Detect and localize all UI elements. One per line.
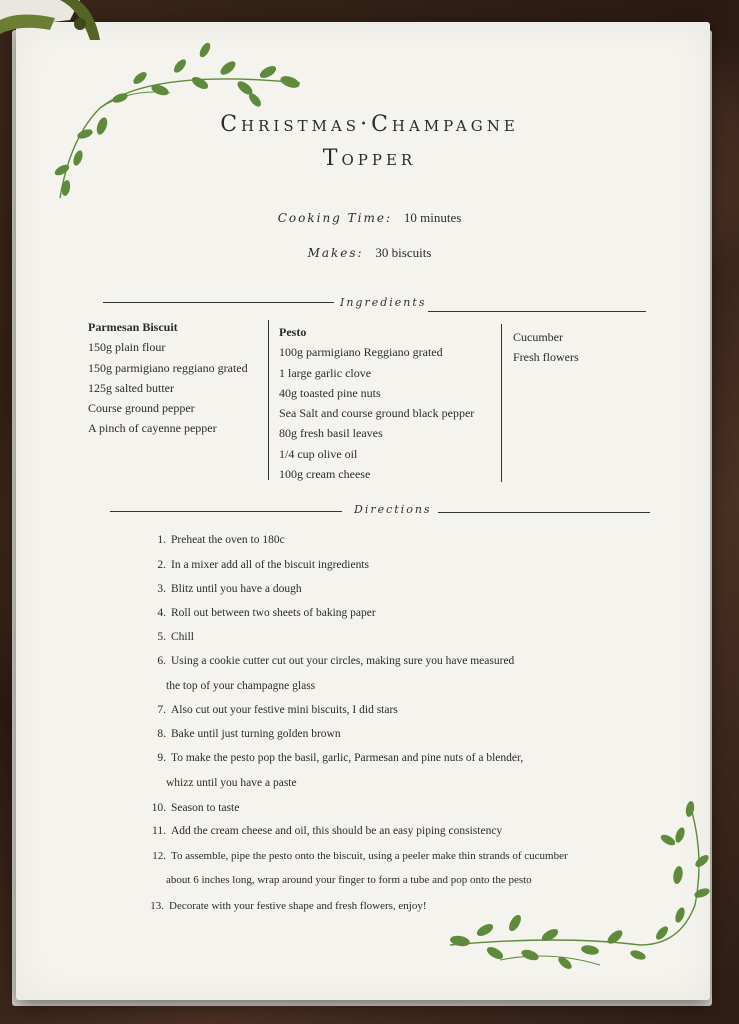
cooking-time — [0, 210, 739, 226]
list-item: 8. Bake until just turning golden brown — [157, 728, 341, 740]
list-item: 7. Also cut out your festive mini biscuits, I did stars — [157, 704, 398, 716]
ingredients-heading: Ingredients — [334, 296, 432, 309]
list-item: 10. Season to taste — [151, 802, 240, 814]
list-item: 4. Roll out between two sheets of baking paper — [157, 607, 376, 619]
cooking-time-label: Cooking Time: — [277, 211, 393, 225]
biscuit-ingredients — [88, 317, 248, 439]
list-item: 9. To make the pesto pop the basil, garlic, Parmesan and pine nuts of a blender, — [157, 752, 524, 764]
pesto-ingredients — [279, 322, 474, 484]
ribbon-icon — [0, 0, 160, 40]
list-item: 1/4 cup olive oil — [279, 446, 358, 461]
directions-heading: Directions — [348, 503, 438, 516]
list-item: Cucumber — [513, 330, 563, 344]
list-item: Course ground pepper — [88, 401, 195, 416]
list-item: 12. To assemble, pipe the pesto onto the biscuit, using a peeler make thin strands of cucumber — [152, 850, 568, 862]
list-item: 11. Add the cream cheese and oil, this should be an easy piping consistency — [152, 825, 503, 837]
list-item: 150g plain flour — [88, 340, 166, 355]
list-item: 100g parmigiano Reggiano grated — [279, 345, 443, 360]
recipe-title: Christmas·Champagne — [220, 112, 519, 137]
biscuit-heading: Parmesan Biscuit — [88, 320, 178, 334]
list-item: 125g salted butter — [88, 380, 174, 395]
makes-label: Makes: — [307, 246, 364, 260]
list-item: 13. Decorate with your festive shape and fresh flowers, enjoy! — [150, 900, 427, 912]
list-item-continuation: about 6 inches long, wrap around your finger to form a tube and pop onto the pesto — [166, 874, 532, 886]
divider — [110, 511, 342, 512]
makes-value: 30 biscuits — [375, 245, 432, 260]
list-item: Sea Salt and course ground black pepper — [279, 406, 475, 421]
list-item: 1 large garlic clove — [279, 365, 372, 380]
makes — [0, 245, 739, 261]
list-item-continuation: the top of your champagne glass — [166, 680, 316, 692]
list-item: A pinch of cayenne pepper — [88, 421, 217, 436]
list-item: 6. Using a cookie cutter cut out your circles, making sure you have measured — [157, 655, 515, 667]
column-divider — [268, 320, 269, 480]
list-item: 150g parmigiano reggiano grated — [88, 360, 248, 375]
list-item-continuation: whizz until you have a paste — [166, 777, 297, 789]
list-item: 3. Blitz until you have a dough — [157, 583, 302, 595]
list-item: 100g cream cheese — [279, 467, 371, 482]
divider — [428, 311, 646, 312]
divider — [103, 302, 338, 303]
recipe-title-line2: Topper — [322, 146, 417, 171]
pesto-heading: Pesto — [279, 325, 307, 339]
list-item: 1. Preheat the oven to 180c — [157, 534, 285, 546]
list-item: 5. Chill — [157, 631, 195, 643]
column-divider — [501, 324, 502, 482]
divider — [430, 512, 650, 513]
list-item: 80g fresh basil leaves — [279, 426, 383, 441]
list-item: Fresh flowers — [513, 350, 579, 365]
cooking-time-value: 10 minutes — [403, 210, 462, 225]
extra-ingredients — [513, 327, 579, 368]
list-item: 40g toasted pine nuts — [279, 385, 381, 400]
list-item: 2. In a mixer add all of the biscuit ingredients — [157, 559, 369, 571]
